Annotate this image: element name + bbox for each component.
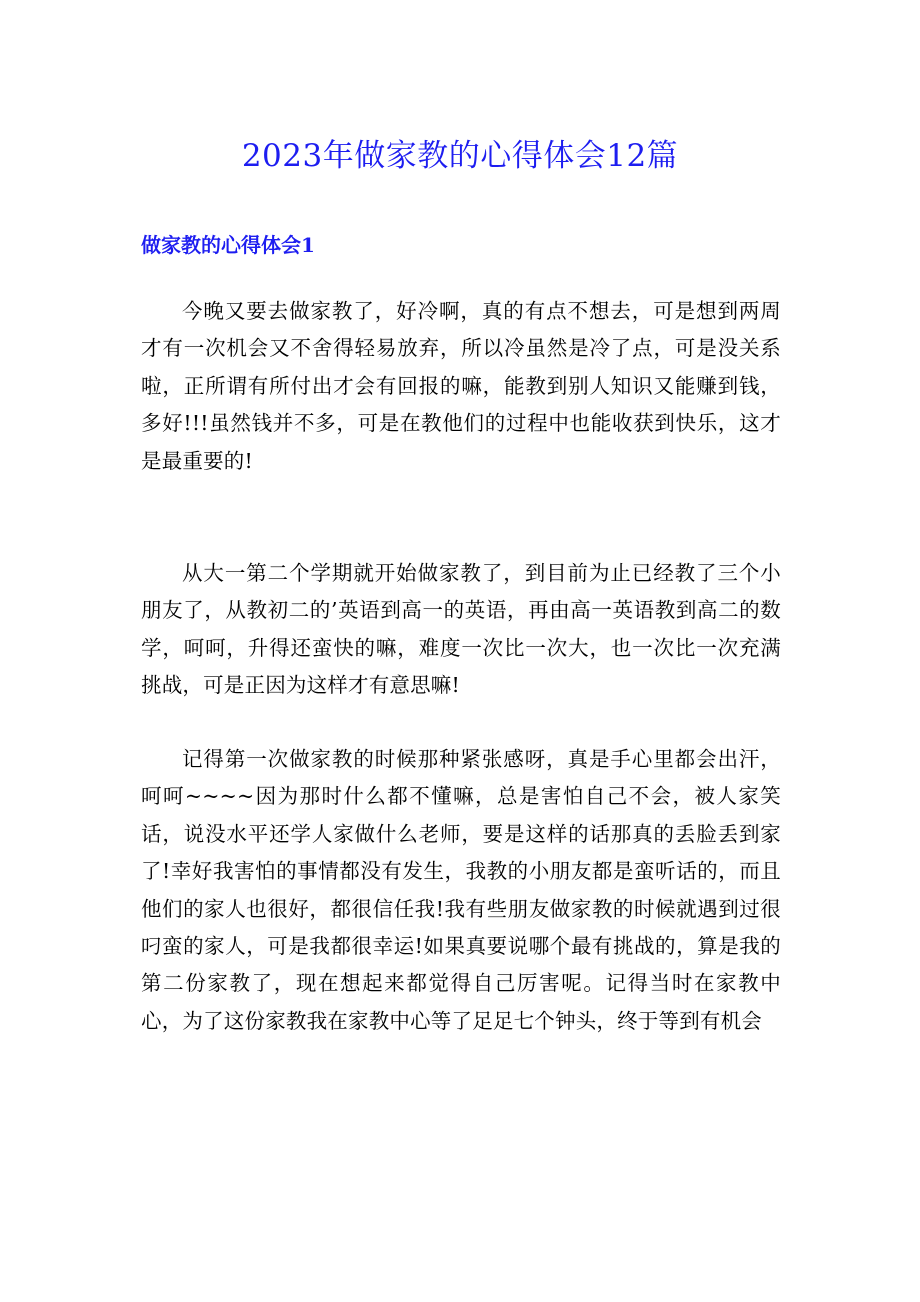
paragraph-2: 从大一第二个学期就开始做家教了，到目前为止已经教了三个小朋友了，从教初二的’英语到高一的英语，再由高一英语教到高二的数学，呵呵，升得还蛮快的嘛，难度一次比一次大，也一次比一次充满挑战，可是正因为这样才有意思嘛!	[141, 561, 781, 698]
paragraph-3: 记得第一次做家教的时候那种紧张感呀，真是手心里都会出汗，呵呵~~~~因为那时什么都不懂嘛，总是害怕自己不会，被人家笑话，说没水平还学人家做什么老师，要是这样的话那真的丢脸丢到家了!幸好我害怕的事情都没有发生，我教的小朋友都是蛮听话的，而且他们的家人也很好，都很信任我!我有些朋友做家教的时候就遇到过很叼蛮的家人，可是我都很幸运!如果真要说哪个最有挑战的，算是我的第二份家教了，现在想起来都觉得自己厉害呢。记得当时在家教中心，为了这份家教我在家教中心等了足足七个钟头，终于等到有机会	[141, 747, 781, 1033]
section-heading: 做家教的心得体会1	[141, 233, 315, 257]
paragraph-1: 今晚又要去做家教了，好冷啊，真的有点不想去，可是想到两周才有一次机会又不舍得轻易放弃，所以冷虽然是冷了点，可是没关系啦，正所谓有所付出才会有回报的嘛，能教到别人知识又能赚到钱，多好!!!虽然钱并不多，可是在教他们的过程中也能收获到快乐，这才是最重要的!	[141, 299, 781, 473]
document-title: 2023年做家教的心得体会12篇	[241, 138, 679, 174]
